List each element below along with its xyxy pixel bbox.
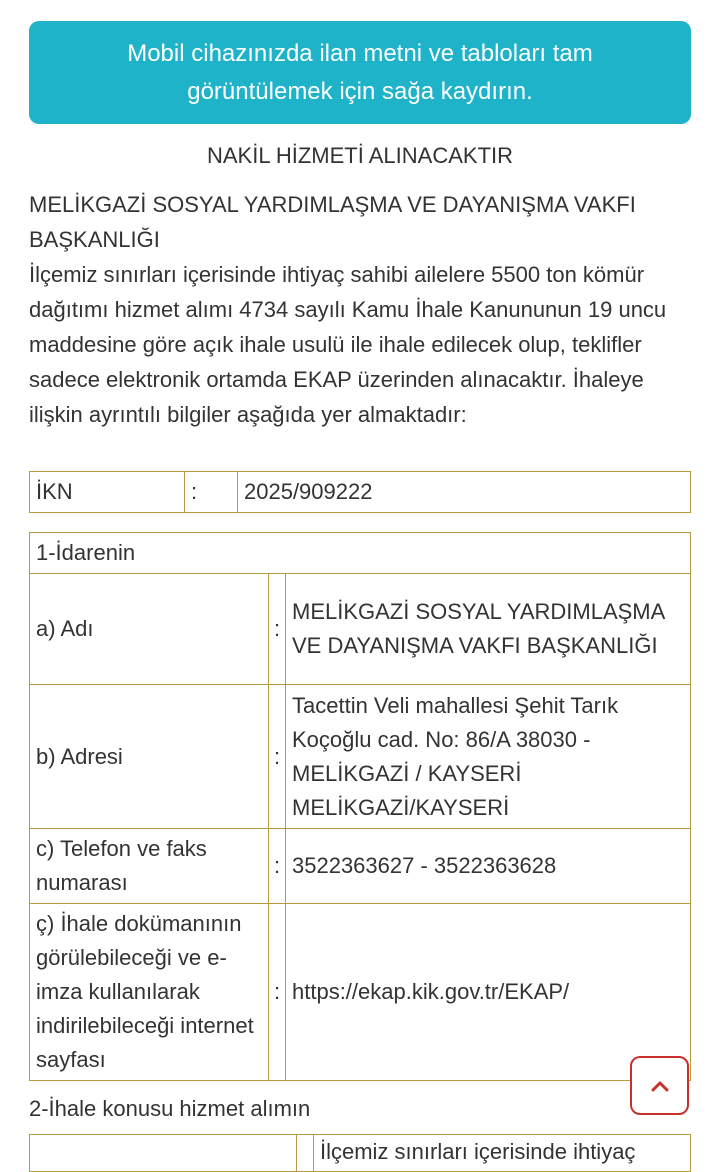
mobile-scroll-hint-banner	[29, 21, 691, 124]
ikn-value: 2025/909222	[238, 472, 691, 513]
idare-header: 1-İdarenin	[30, 533, 691, 574]
idare-table	[29, 532, 691, 1081]
ikn-label: İKN	[30, 472, 185, 513]
notice-body: İlçemiz sınırları içerisinde ihtiyaç sahibi ailelere 5500 ton kömür dağıtımı hizmet alımı 4734 sayılı Kamu İhale Kanununun 19 uncu maddesine göre açık ihale usulü ile ihale edilecek olup, teklifler sadece elektronik ortamda EKAP üzerinden alınacaktır. İhaleye ilişkin ayrıntılı bilgiler aşağıda yer almaktadır:	[29, 262, 667, 427]
row-label: c) Telefon ve faks numarası	[30, 829, 269, 904]
row-value: 3522363627 - 3522363628	[286, 829, 691, 904]
table-row	[30, 574, 691, 685]
row-separator	[297, 1135, 314, 1172]
ikn-table	[29, 471, 691, 513]
table-row	[30, 685, 691, 829]
row-value: İlçemiz sınırları içerisinde ihtiyaç	[314, 1135, 691, 1172]
chevron-up-icon	[650, 1079, 670, 1093]
row-label: b) Adresi	[30, 685, 269, 829]
row-label: a) Adı	[30, 574, 269, 685]
organization-name: MELİKGAZİ SOSYAL YARDIMLAŞMA VE DAYANIŞMA VAKFI BAŞKANLIĞI	[29, 192, 636, 252]
row-separator: :	[269, 904, 286, 1081]
idare-header-row	[30, 533, 691, 574]
ikn-separator: :	[185, 472, 238, 513]
notice-intro	[29, 187, 694, 432]
section-2-header: 2-İhale konusu hizmet alımın	[29, 1096, 311, 1121]
row-value: Tacettin Veli mahallesi Şehit Tarık Koçoğlu cad. No: 86/A 38030 - MELİKGAZİ / KAYSERİ MELİKGAZİ/KAYSERİ	[286, 685, 691, 829]
banner-text: Mobil cihazınızda ilan metni ve tabloları tam görüntülemek için sağa kaydırın.	[127, 39, 593, 105]
table-row	[30, 1135, 691, 1172]
row-label	[30, 1135, 297, 1172]
row-separator: :	[269, 574, 286, 685]
scroll-to-top-button[interactable]	[630, 1056, 689, 1115]
row-value: MELİKGAZİ SOSYAL YARDIMLAŞMA VE DAYANIŞMA VAKFI BAŞKANLIĞI	[286, 574, 691, 685]
table-row	[30, 829, 691, 904]
row-label: ç) İhale dokümanının görülebileceği ve e-imza kullanılarak indirilebileceği internet sayfası	[30, 904, 269, 1081]
row-separator: :	[269, 829, 286, 904]
row-value[interactable]: https://ekap.kik.gov.tr/EKAP/	[286, 904, 691, 1081]
notice-title: NAKİL HİZMETİ ALINACAKTIR	[206, 143, 514, 168]
table-row	[30, 904, 691, 1081]
row-separator: :	[269, 685, 286, 829]
section-2-table	[29, 1134, 691, 1172]
ikn-row	[30, 472, 691, 513]
